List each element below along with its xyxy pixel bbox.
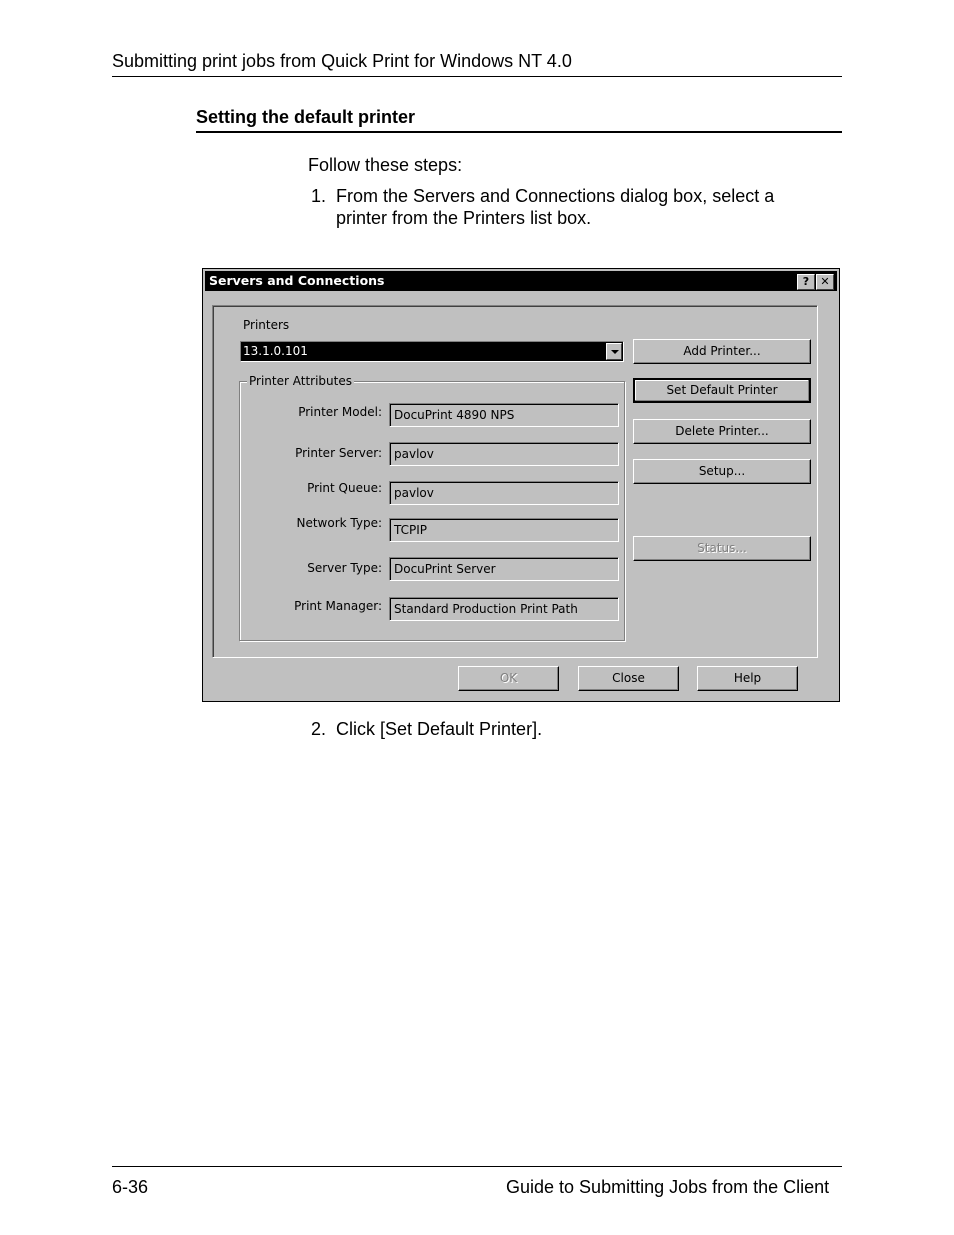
status-button[interactable]: Status...	[633, 536, 811, 561]
network-type-field: TCPIP	[389, 518, 619, 542]
step-number: 2.	[311, 719, 327, 739]
step-number: 1.	[311, 186, 327, 206]
close-button[interactable]: Close	[578, 666, 679, 691]
step-text-line: printer from the Printers list box.	[336, 208, 592, 228]
setup-button[interactable]: Setup...	[633, 459, 811, 484]
printers-combobox[interactable]	[240, 341, 624, 362]
guide-title: Guide to Submitting Jobs from the Client	[506, 1177, 830, 1197]
printer-server-field: pavlov	[389, 442, 619, 466]
running-header: Submitting print jobs from Quick Print for Windows NT 4.0	[112, 51, 572, 71]
page-number: 6-36	[112, 1177, 149, 1197]
intro-text: Follow these steps:	[308, 155, 463, 175]
add-printer-button[interactable]: Add Printer...	[633, 339, 811, 364]
printers-selected-value: 13.1.0.101	[243, 344, 308, 358]
close-icon[interactable]: ✕	[816, 274, 834, 290]
header-rule	[112, 76, 842, 77]
step-text-line: From the Servers and Connections dialog box, select a	[336, 186, 775, 206]
field-label: Print Manager:	[294, 599, 382, 613]
delete-printer-button[interactable]: Delete Printer...	[633, 419, 811, 444]
print-manager-field: Standard Production Print Path	[389, 597, 619, 621]
footer-rule	[112, 1166, 842, 1167]
group-label: Printer Attributes	[249, 374, 352, 388]
print-queue-field: pavlov	[389, 481, 619, 505]
ok-button[interactable]: OK	[458, 666, 559, 691]
dialog-titlebar	[205, 271, 837, 291]
section-rule	[196, 131, 842, 133]
servers-connections-dialog	[202, 268, 840, 702]
printer-model-field: DocuPrint 4890 NPS	[389, 403, 619, 427]
section-title: Setting the default printer	[196, 107, 416, 127]
printers-label: Printers	[243, 318, 290, 332]
field-label: Print Queue:	[307, 481, 382, 495]
step-text-line: Click [Set Default Printer].	[336, 719, 543, 739]
chevron-down-icon[interactable]	[606, 343, 622, 360]
step-2	[308, 718, 828, 740]
step-1	[308, 185, 828, 229]
field-label: Printer Server:	[295, 446, 382, 460]
set-default-printer-button[interactable]: Set Default Printer	[633, 378, 811, 403]
server-type-field: DocuPrint Server	[389, 557, 619, 581]
dialog-title: Servers and Connections	[209, 273, 385, 288]
help-button[interactable]: Help	[697, 666, 798, 691]
help-icon[interactable]: ?	[797, 274, 815, 290]
field-label: Printer Model:	[298, 405, 382, 419]
field-label: Network Type:	[296, 516, 382, 530]
field-label: Server Type:	[307, 561, 382, 575]
